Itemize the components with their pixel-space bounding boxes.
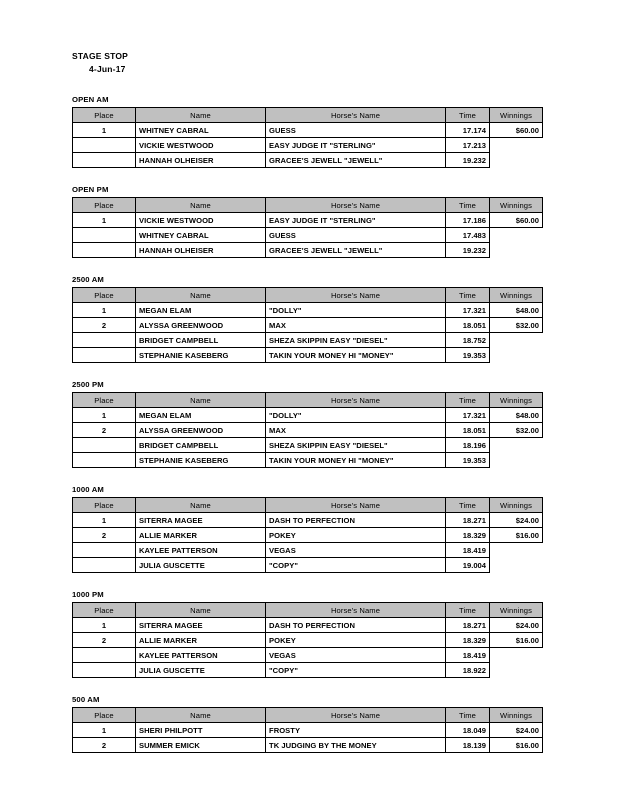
cell-time: 17.321: [446, 303, 490, 318]
table-row: [73, 348, 543, 363]
cell-horse: DASH TO PERFECTION: [266, 513, 446, 528]
column-header-winnings: Winnings: [490, 393, 543, 408]
table-header-row: [73, 393, 543, 408]
cell-name: MEGAN ELAM: [136, 303, 266, 318]
cell-name: JULIA GUSCETTE: [136, 663, 266, 678]
cell-winnings: [490, 153, 543, 168]
column-header-time: Time: [446, 603, 490, 618]
cell-name: JULIA GUSCETTE: [136, 558, 266, 573]
cell-place: [73, 153, 136, 168]
table-row: [73, 528, 543, 543]
cell-place: 2: [73, 738, 136, 753]
column-header-time: Time: [446, 198, 490, 213]
cell-time: 18.139: [446, 738, 490, 753]
cell-time: 18.196: [446, 438, 490, 453]
table-row: [73, 723, 543, 738]
cell-time: 17.483: [446, 228, 490, 243]
cell-horse: "DOLLY": [266, 303, 446, 318]
cell-horse: EASY JUDGE IT "STERLING": [266, 138, 446, 153]
table-header-row: [73, 288, 543, 303]
table-row: [73, 123, 543, 138]
table-row: [73, 543, 543, 558]
column-header-name: Name: [136, 198, 266, 213]
column-header-time: Time: [446, 708, 490, 723]
cell-winnings: $24.00: [490, 618, 543, 633]
cell-time: 18.271: [446, 618, 490, 633]
cell-name: STEPHANIE KASEBERG: [136, 348, 266, 363]
cell-winnings: [490, 453, 543, 468]
cell-place: [73, 243, 136, 258]
cell-horse: "COPY": [266, 663, 446, 678]
cell-horse: GUESS: [266, 123, 446, 138]
table-row: [73, 738, 543, 753]
cell-place: [73, 543, 136, 558]
cell-time: 19.232: [446, 153, 490, 168]
table-row: [73, 648, 543, 663]
cell-winnings: $32.00: [490, 318, 543, 333]
cell-time: 18.271: [446, 513, 490, 528]
section-label: OPEN AM: [72, 95, 109, 104]
column-header-horse: Horse's Name: [266, 393, 446, 408]
column-header-time: Time: [446, 108, 490, 123]
cell-winnings: [490, 348, 543, 363]
cell-horse: VEGAS: [266, 648, 446, 663]
column-header-winnings: Winnings: [490, 288, 543, 303]
result-section: [72, 274, 542, 363]
cell-time: 18.419: [446, 648, 490, 663]
column-header-name: Name: [136, 708, 266, 723]
table-row: [73, 333, 543, 348]
results-table: [72, 602, 543, 678]
cell-name: SITERRA MAGEE: [136, 618, 266, 633]
table-row: [73, 153, 543, 168]
cell-winnings: $48.00: [490, 303, 543, 318]
column-header-name: Name: [136, 108, 266, 123]
table-header-row: [73, 498, 543, 513]
cell-winnings: $60.00: [490, 123, 543, 138]
cell-winnings: $24.00: [490, 723, 543, 738]
cell-time: 18.051: [446, 318, 490, 333]
cell-name: ALYSSA GREENWOOD: [136, 318, 266, 333]
table-header-row: [73, 708, 543, 723]
cell-horse: TK JUDGING BY THE MONEY: [266, 738, 446, 753]
cell-winnings: $60.00: [490, 213, 543, 228]
table-row: [73, 228, 543, 243]
cell-winnings: $32.00: [490, 423, 543, 438]
cell-place: 1: [73, 303, 136, 318]
table-header-row: [73, 108, 543, 123]
cell-time: 18.329: [446, 633, 490, 648]
cell-horse: GRACEE'S JEWELL "JEWELL": [266, 243, 446, 258]
column-header-place: Place: [73, 198, 136, 213]
cell-place: [73, 663, 136, 678]
table-header-row: [73, 198, 543, 213]
cell-horse: DASH TO PERFECTION: [266, 618, 446, 633]
cell-horse: VEGAS: [266, 543, 446, 558]
cell-winnings: [490, 648, 543, 663]
cell-name: SITERRA MAGEE: [136, 513, 266, 528]
results-table: [72, 707, 543, 753]
table-row: [73, 318, 543, 333]
cell-place: [73, 138, 136, 153]
cell-name: BRIDGET CAMPBELL: [136, 333, 266, 348]
event-date: 4-Jun-17: [89, 64, 126, 74]
cell-name: WHITNEY CABRAL: [136, 123, 266, 138]
cell-horse: MAX: [266, 423, 446, 438]
cell-name: ALLIE MARKER: [136, 633, 266, 648]
cell-winnings: $16.00: [490, 528, 543, 543]
cell-name: VICKIE WESTWOOD: [136, 138, 266, 153]
cell-winnings: $16.00: [490, 738, 543, 753]
cell-name: KAYLEE PATTERSON: [136, 543, 266, 558]
table-row: [73, 438, 543, 453]
cell-name: HANNAH OLHEISER: [136, 153, 266, 168]
cell-time: 17.174: [446, 123, 490, 138]
column-header-name: Name: [136, 393, 266, 408]
results-table: [72, 107, 543, 168]
cell-time: 18.051: [446, 423, 490, 438]
column-header-place: Place: [73, 498, 136, 513]
cell-horse: POKEY: [266, 528, 446, 543]
cell-winnings: $24.00: [490, 513, 543, 528]
column-header-horse: Horse's Name: [266, 108, 446, 123]
cell-winnings: [490, 333, 543, 348]
table-row: [73, 408, 543, 423]
table-row: [73, 138, 543, 153]
cell-horse: TAKIN YOUR MONEY HI "MONEY": [266, 348, 446, 363]
column-header-name: Name: [136, 498, 266, 513]
table-row: [73, 558, 543, 573]
table-row: [73, 243, 543, 258]
cell-name: MEGAN ELAM: [136, 408, 266, 423]
cell-time: 19.232: [446, 243, 490, 258]
result-section: [72, 694, 542, 753]
cell-name: HANNAH OLHEISER: [136, 243, 266, 258]
cell-winnings: $16.00: [490, 633, 543, 648]
cell-time: 18.049: [446, 723, 490, 738]
result-section: [72, 589, 542, 678]
column-header-place: Place: [73, 288, 136, 303]
table-header-row: [73, 603, 543, 618]
cell-horse: TAKIN YOUR MONEY HI "MONEY": [266, 453, 446, 468]
cell-name: BRIDGET CAMPBELL: [136, 438, 266, 453]
column-header-time: Time: [446, 498, 490, 513]
cell-horse: MAX: [266, 318, 446, 333]
cell-winnings: [490, 228, 543, 243]
cell-horse: FROSTY: [266, 723, 446, 738]
result-section: [72, 484, 542, 573]
cell-winnings: [490, 558, 543, 573]
column-header-winnings: Winnings: [490, 498, 543, 513]
cell-time: 19.353: [446, 348, 490, 363]
column-header-place: Place: [73, 393, 136, 408]
cell-time: 18.922: [446, 663, 490, 678]
page-title: STAGE STOP: [72, 51, 129, 61]
cell-name: ALYSSA GREENWOOD: [136, 423, 266, 438]
section-label: 1000 AM: [72, 485, 104, 494]
column-header-winnings: Winnings: [490, 708, 543, 723]
table-row: [73, 618, 543, 633]
table-row: [73, 453, 543, 468]
column-header-horse: Horse's Name: [266, 198, 446, 213]
cell-place: [73, 228, 136, 243]
cell-name: SUMMER EMICK: [136, 738, 266, 753]
cell-horse: "COPY": [266, 558, 446, 573]
title-block: [72, 50, 128, 76]
cell-time: 18.419: [446, 543, 490, 558]
results-table: [72, 392, 543, 468]
cell-time: 19.004: [446, 558, 490, 573]
table-row: [73, 633, 543, 648]
column-header-name: Name: [136, 603, 266, 618]
cell-time: 19.353: [446, 453, 490, 468]
section-label: 500 AM: [72, 695, 100, 704]
cell-place: 1: [73, 213, 136, 228]
result-section: [72, 94, 542, 168]
cell-place: 1: [73, 618, 136, 633]
cell-horse: "DOLLY": [266, 408, 446, 423]
column-header-horse: Horse's Name: [266, 498, 446, 513]
column-header-place: Place: [73, 708, 136, 723]
cell-horse: GUESS: [266, 228, 446, 243]
cell-place: [73, 648, 136, 663]
cell-place: [73, 333, 136, 348]
cell-winnings: $48.00: [490, 408, 543, 423]
cell-time: 17.321: [446, 408, 490, 423]
cell-place: 2: [73, 528, 136, 543]
result-section: [72, 379, 542, 468]
cell-name: WHITNEY CABRAL: [136, 228, 266, 243]
cell-winnings: [490, 543, 543, 558]
column-header-winnings: Winnings: [490, 603, 543, 618]
cell-place: [73, 348, 136, 363]
table-row: [73, 423, 543, 438]
column-header-name: Name: [136, 288, 266, 303]
column-header-place: Place: [73, 108, 136, 123]
cell-place: 2: [73, 318, 136, 333]
column-header-horse: Horse's Name: [266, 288, 446, 303]
section-label: 1000 PM: [72, 590, 104, 599]
cell-time: 17.213: [446, 138, 490, 153]
cell-time: 18.752: [446, 333, 490, 348]
results-table: [72, 287, 543, 363]
table-row: [73, 303, 543, 318]
cell-horse: POKEY: [266, 633, 446, 648]
cell-place: 2: [73, 633, 136, 648]
table-row: [73, 213, 543, 228]
cell-place: [73, 453, 136, 468]
cell-place: [73, 438, 136, 453]
table-row: [73, 663, 543, 678]
cell-place: 1: [73, 723, 136, 738]
cell-name: KAYLEE PATTERSON: [136, 648, 266, 663]
column-header-winnings: Winnings: [490, 108, 543, 123]
cell-horse: EASY JUDGE IT "STERLING": [266, 213, 446, 228]
cell-winnings: [490, 243, 543, 258]
column-header-winnings: Winnings: [490, 198, 543, 213]
section-label: 2500 AM: [72, 275, 104, 284]
cell-horse: SHEZA SKIPPIN EASY "DIESEL": [266, 438, 446, 453]
section-label: OPEN PM: [72, 185, 109, 194]
cell-name: VICKIE WESTWOOD: [136, 213, 266, 228]
cell-place: 1: [73, 513, 136, 528]
cell-winnings: [490, 438, 543, 453]
results-table: [72, 497, 543, 573]
cell-horse: GRACEE'S JEWELL "JEWELL": [266, 153, 446, 168]
column-header-time: Time: [446, 288, 490, 303]
section-label: 2500 PM: [72, 380, 104, 389]
cell-place: 1: [73, 123, 136, 138]
cell-place: 1: [73, 408, 136, 423]
column-header-horse: Horse's Name: [266, 603, 446, 618]
cell-name: SHERI PHILPOTT: [136, 723, 266, 738]
cell-winnings: [490, 663, 543, 678]
cell-time: 17.186: [446, 213, 490, 228]
column-header-horse: Horse's Name: [266, 708, 446, 723]
cell-name: STEPHANIE KASEBERG: [136, 453, 266, 468]
table-row: [73, 513, 543, 528]
cell-place: 2: [73, 423, 136, 438]
cell-time: 18.329: [446, 528, 490, 543]
column-header-time: Time: [446, 393, 490, 408]
cell-place: [73, 558, 136, 573]
column-header-place: Place: [73, 603, 136, 618]
results-table: [72, 197, 543, 258]
result-section: [72, 184, 542, 258]
cell-winnings: [490, 138, 543, 153]
cell-horse: SHEZA SKIPPIN EASY "DIESEL": [266, 333, 446, 348]
results-sections: [72, 94, 542, 769]
cell-name: ALLIE MARKER: [136, 528, 266, 543]
